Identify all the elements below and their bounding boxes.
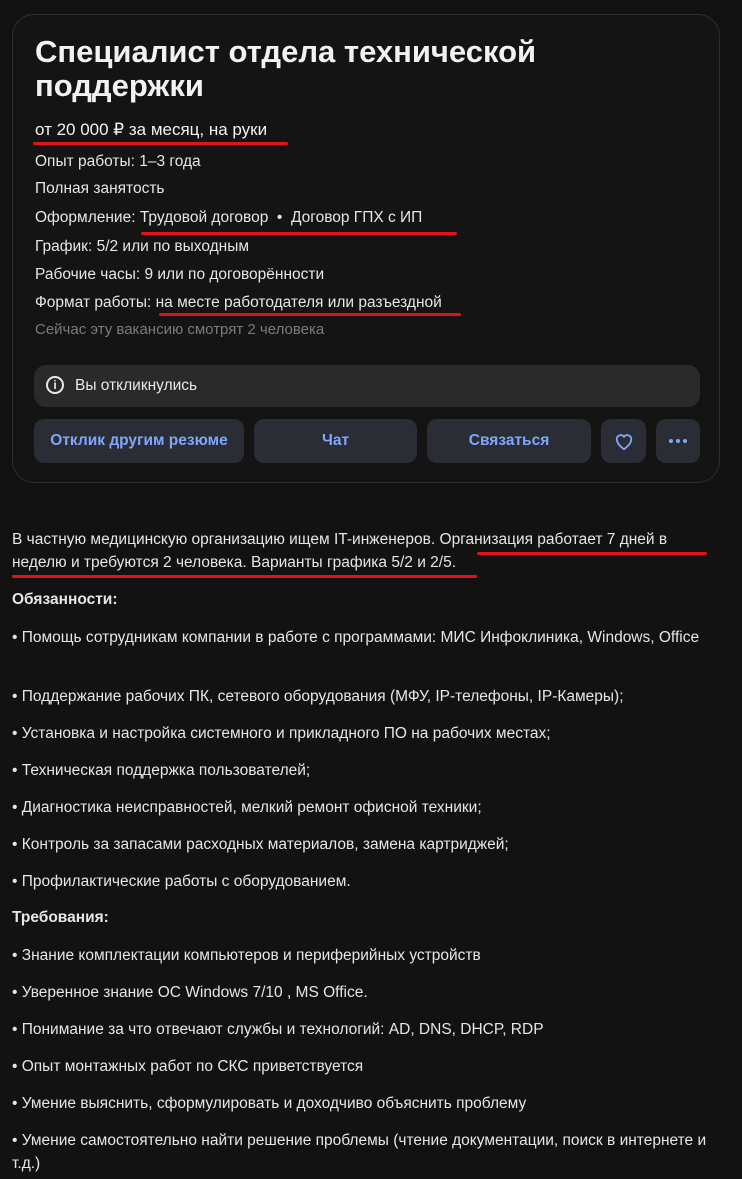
work-format-underline [159, 313, 461, 316]
salary-underline [33, 142, 288, 145]
experience: Опыт работы: 1–3 года [35, 153, 201, 170]
description-intro [12, 528, 712, 574]
vacancy-title: Специалист отдела технической поддержки [35, 34, 537, 103]
work-format-value: на месте работодателя или разъездной [155, 294, 442, 311]
viewers-count: Сейчас эту вакансию смотрят 2 человека [35, 321, 325, 338]
requirement-item: • Умение самостоятельно найти решение проблемы (чтение документации, поиск в интернете и т.д.) [12, 1132, 707, 1172]
chat-button[interactable]: Чат [254, 419, 417, 463]
schedule: График: 5/2 или по выходным [35, 238, 250, 255]
requirements-heading: Требования: [12, 909, 109, 926]
contract-label: Оформление: [35, 209, 140, 226]
response-notice-text: Вы откликнулись [75, 377, 198, 394]
requirement-item: • Уверенное знание ОС Windows 7/10 , MS Office. [12, 984, 368, 1001]
duty-item: • Поддержание рабочих ПК, сетевого оборудования (МФУ, IP-телефоны, IP-Камеры); [12, 688, 624, 705]
duty-item: • Установка и настройка системного и прикладного ПО на рабочих местах; [12, 725, 551, 742]
requirement-item: • Знание комплектации компьютеров и периферийных устройств [12, 947, 481, 964]
more-horizontal-icon [669, 439, 687, 443]
intro-underline-1 [477, 552, 707, 555]
info-icon: i [46, 376, 64, 394]
duty-item: • Помощь сотрудникам компании в работе с программами: МИС Инфоклиника, Windows, Office [12, 629, 700, 646]
duty-item: • Профилактические работы с оборудованием. [12, 873, 351, 890]
respond-other-resume-button[interactable]: Отклик другим резюме [34, 419, 244, 463]
heart-icon [613, 431, 635, 451]
duties-heading: Обязанности: [12, 591, 118, 608]
salary: от 20 000 ₽ за месяц, на руки [35, 120, 268, 139]
employment: Полная занятость [35, 180, 165, 197]
duty-item: • Диагностика неисправностей, мелкий ремонт офисной техники; [12, 799, 482, 816]
duty-item: • Контроль за запасами расходных материалов, замена картриджей; [12, 836, 509, 853]
requirement-item: • Опыт монтажных работ по СКС приветствуется [12, 1058, 364, 1075]
duty-item: • Техническая поддержка пользователей; [12, 762, 311, 779]
intro-highlight: Организация работает 7 дней в неделю и требуются 2 человека. Варианты графика 5/2 и 2/5. [12, 531, 668, 571]
contract-value: Трудовой договор • Договор ГПХ с ИП [139, 209, 423, 226]
favorite-button[interactable] [601, 419, 646, 463]
contract [35, 208, 422, 228]
response-notice [34, 365, 700, 407]
more-button[interactable] [656, 419, 700, 463]
contract-underline [141, 232, 457, 235]
requirement-item: • Умение выяснить, сформулировать и доходчиво объяснить проблему [12, 1095, 527, 1112]
intro-underline-2 [12, 575, 477, 578]
hours: Рабочие часы: 9 или по договорённости [35, 266, 325, 283]
contact-button[interactable]: Связаться [427, 419, 591, 463]
requirement-item: • Понимание за что отвечают службы и технологий: AD, DNS, DHCP, RDP [12, 1021, 544, 1038]
intro-text: В частную медицинскую организацию ищем IT-инженеров. [12, 531, 440, 548]
work-format [35, 293, 442, 313]
vacancy-card [12, 14, 720, 483]
work-format-label: Формат работы: [35, 294, 156, 311]
